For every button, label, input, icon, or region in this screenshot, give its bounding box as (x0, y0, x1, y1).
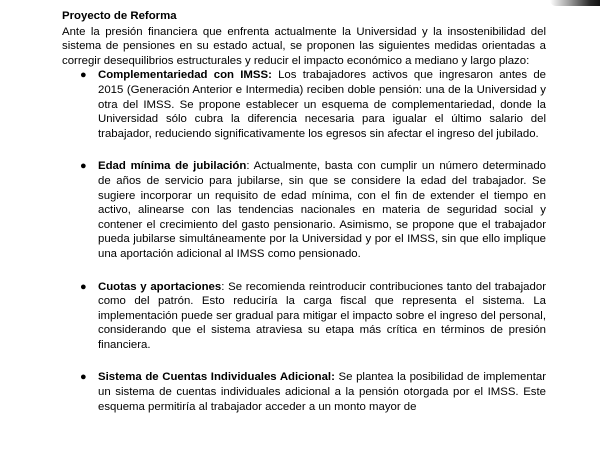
measure-text (98, 68, 546, 141)
measure-heading: Edad mínima de jubilación (98, 160, 247, 173)
bullet-icon: ● (80, 160, 87, 173)
document-page (62, 9, 546, 414)
measure-heading: Complementariedad con IMSS: (98, 69, 272, 82)
document-title: Proyecto de Reforma (62, 10, 177, 22)
measure-heading: Cuotas y aportaciones (98, 280, 222, 293)
list-item (62, 68, 546, 141)
measures-list (62, 68, 546, 414)
list-item (62, 370, 546, 414)
measure-text (98, 159, 546, 261)
list-item (62, 280, 546, 353)
bullet-icon: ● (80, 371, 87, 384)
list-item (62, 159, 546, 261)
measure-body: : Actualmente, basta con cumplir un número determinado de años de servicio para jubilarse, sin que se considere la edad del trabajador. Se sugiere incorporar un requisito de edad mínima, con el fin de extender el tiempo en activo, alinearse con las tendencias nacionales en materia de seguridad social y contener el crecimiento del gasto pensionario. Asimismo, se propone que el trabajador pueda jubilarse simultáneamente por la Universidad y por el IMSS, sin que ello implique una aportación adicional al IMSS como pensionado. (98, 160, 546, 260)
measure-text (98, 370, 546, 414)
measure-body: Los trabajadores activos que ingresaron antes de 2015 (Generación Anterior e Intermedia) reciben doble pensión: una de la Universidad y otra del IMSS. Se propone establecer un esquema de complementariedad, donde la Universidad sólo cubra la diferencia necesaria para igualar el último salario del trabajador, reduciendo significativamente los egresos sin afectar el ingreso del jubilado. (98, 69, 546, 140)
page-corner-image (550, 0, 600, 6)
bullet-icon: ● (80, 69, 87, 82)
measure-text (98, 280, 546, 353)
intro-paragraph: Ante la presión financiera que enfrenta actualmente la Universidad y la insostenibilidad del sistema de pensiones en su estado actual, se proponen las siguientes medidas orientadas a corregir desequilibrios estructurales y reducir el impacto económico a mediano y largo plazo: (62, 25, 546, 67)
measure-body: Se plantea la posibilidad de implementar un sistema de cuentas individuales adicional a la pensión otorgada por el IMSS. Este esquema permitiría al trabajador acceder a un monto mayor de (98, 371, 547, 413)
bullet-icon: ● (80, 280, 87, 293)
measure-heading: Sistema de Cuentas Individuales Adicional: (98, 371, 335, 384)
measure-body: : Se recomienda reintroducir contribuciones tanto del trabajador como del patrón. Esto reduciría la carga fiscal que representa el sistema. La implementación puede ser gradual para mitigar el impacto sobre el ingreso del personal, considerando que el sistema atraviesa su etapa más crítica en términos de presión financiera. (98, 280, 546, 351)
